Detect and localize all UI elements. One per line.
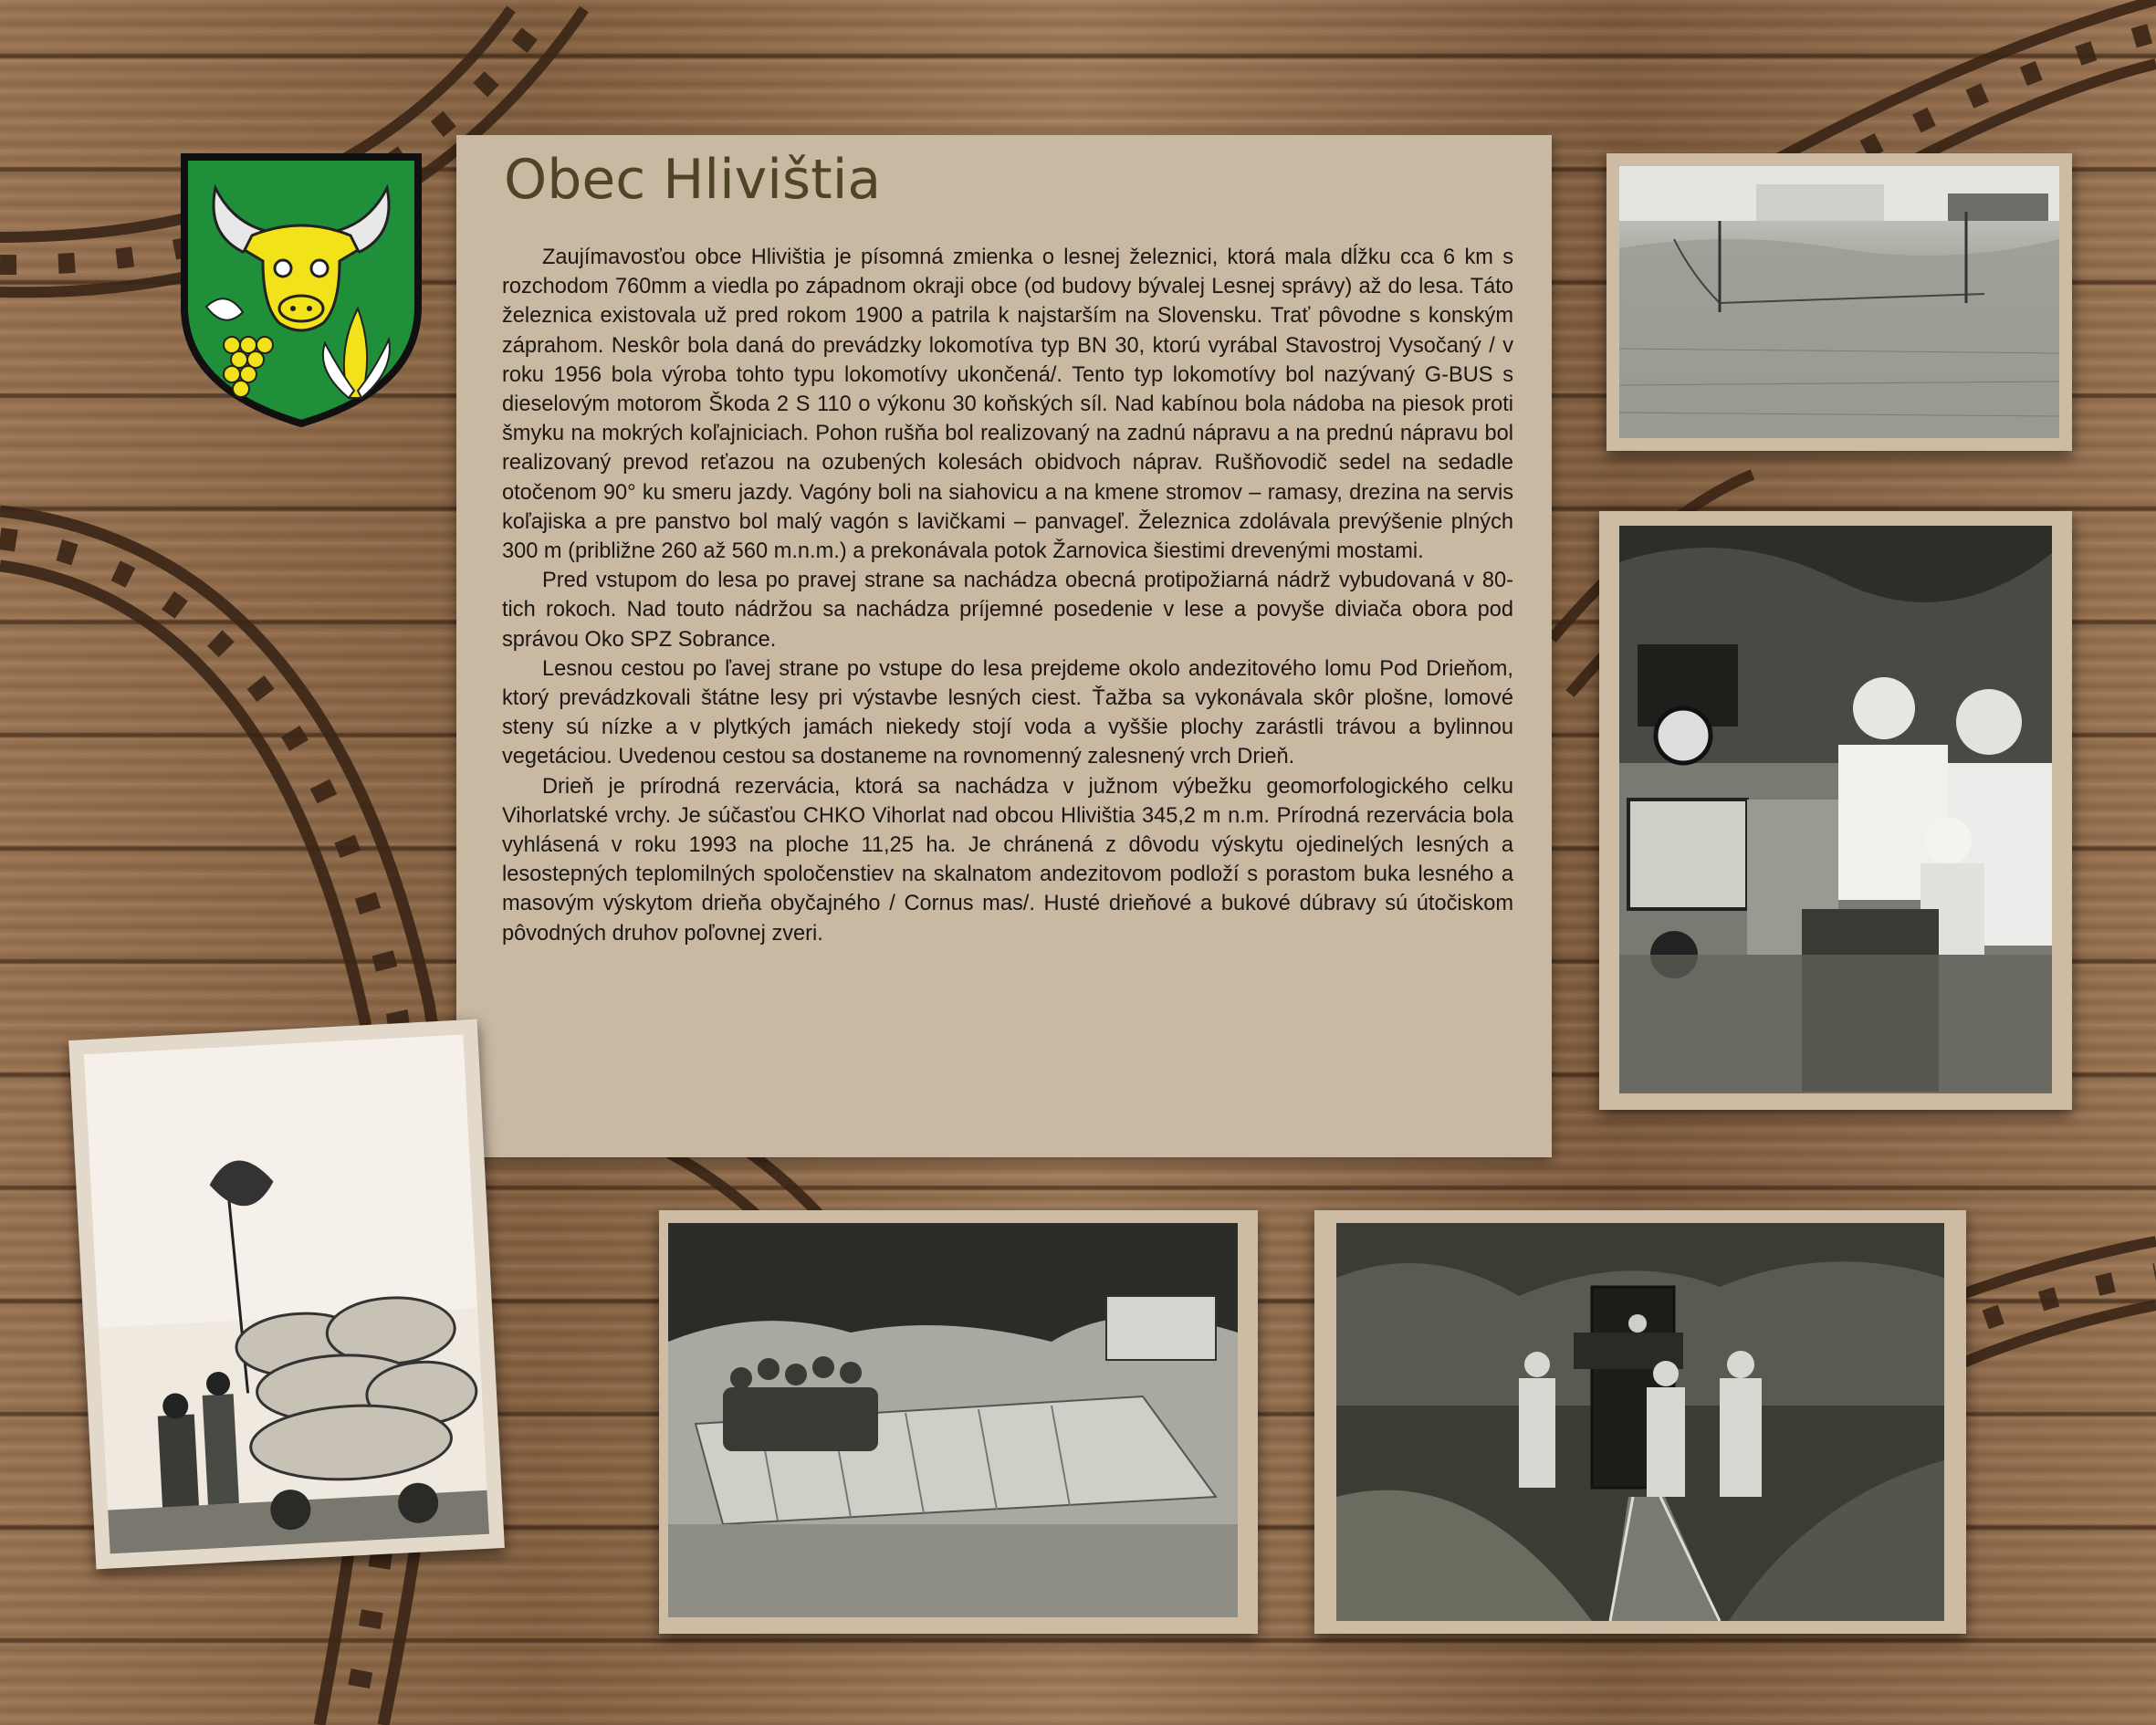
coat-of-arms-icon (179, 152, 424, 429)
photo-icon (1619, 526, 2052, 1093)
photo-icon (1619, 166, 2059, 438)
paragraph: Zaujímavosťou obce Hlivištia je písomná zmienka o lesnej železnici, ktorá mala dĺžku cca 6 km s rozchodom 760mm a viedla po západnom okraji obce (od budovy bývalej Lesnej správy) až do lesa. Táto železnica existovala už pred rokom 1900 a patrila k najstarším na Slovensku. Trať pôvodne s konským záprahom. Neskôr bola daná do prevádzky lokomotíva typ BN 30, ktorú vyrábal Stavostroj Vysočaný / v roku 1956 bola výroba tohto typu lokomotívy ukončená/. Tento typ lokomotívy bol nazývaný G-BUS s dieselovým motorom Škoda 2 S 110 o výkonu 30 koňských síl. Nad kabínou bola nádoba na piesok proti šmyku na mokrých koľajniciach. Pohon rušňa bol realizovaný na zadnú nápravu a na prednú nápravu bol realizovaný prevod reťazou na ozubených kolesách obidvoch náprav. Rušňovodič sedel na sedadle otočenom 90° ku smeru jazdy. Vagóny boli na siahovicu a na kmene stromov – ramasy, drezina na servis koľajiska a pre panstvo bol malý vagón s lavičkami – panvageľ. Železnica zdolávala prevýšenie plných 300 m (približne 260 až 560 m.n.m.) a prekonávala potok Žarnovica šiestimi drevenými mostami. (502, 246, 1513, 564)
paragraph: Pred vstupom do lesa po pravej strane sa nachádza obecná protipožiarná nádrž vybudovaná v 80-tich rokoch. Nad touto nádržou sa nachádza príjemné posedenie v lese a povyše diviača obora pod správou Oko SPZ Sobrance. (502, 569, 1513, 652)
photo-log-wagon (68, 1019, 505, 1570)
photo-icon (668, 1223, 1238, 1617)
photo-icon (1336, 1223, 1944, 1621)
text-panel (456, 135, 1552, 1157)
photo-locomotive-forest (1314, 1210, 1966, 1634)
photo-icon (84, 1034, 489, 1553)
page-title: Obec Hlivištia (504, 148, 882, 212)
photo-family-on-wagon (1599, 511, 2072, 1110)
article-body (502, 243, 1513, 948)
photo-quarry-group (659, 1210, 1258, 1634)
photo-fence-garden (1607, 153, 2072, 451)
paragraph: Lesnou cestou po ľavej strane po vstupe do lesa prejdeme okolo andezitového lomu Pod Drieňom, ktorý prevádzkovali štátne lesy pri výstavbe lesných ciest. Ťažba sa vykonávala skôr plošne, lomové steny sú nízke a v plytkých jamách niekedy stojí voda a vyššie plochy zarástli trávou a bylinnou vegetáciou. Uvedenou cestou sa dostaneme na rovnomenný zalesnený vrch Drieň. (502, 656, 1513, 769)
paragraph: Drieň je prírodná rezervácia, ktorá sa nachádza v južnom výbežku geomorfologického celku Vihorlatské vrchy. Je súčasťou CHKO Vihorlat nad obcou Hlivištia 345,2 m n.m. Prírodná rezervácia bola vyhlásená v roku 1993 na ploche 11,25 ha. Je chránená z dôvodu výskytu ojedinelých lesných a lesostepných teplomilných spoločenstiev na skalnatom andezitovom podloží s porastom buka lesného a masovým výskytom drieňa obyčajného / Cornus mas/. Husté drieňové a bukové dúbravy sú útočiskom pôvodných druhov poľovnej zveri. (502, 774, 1513, 946)
